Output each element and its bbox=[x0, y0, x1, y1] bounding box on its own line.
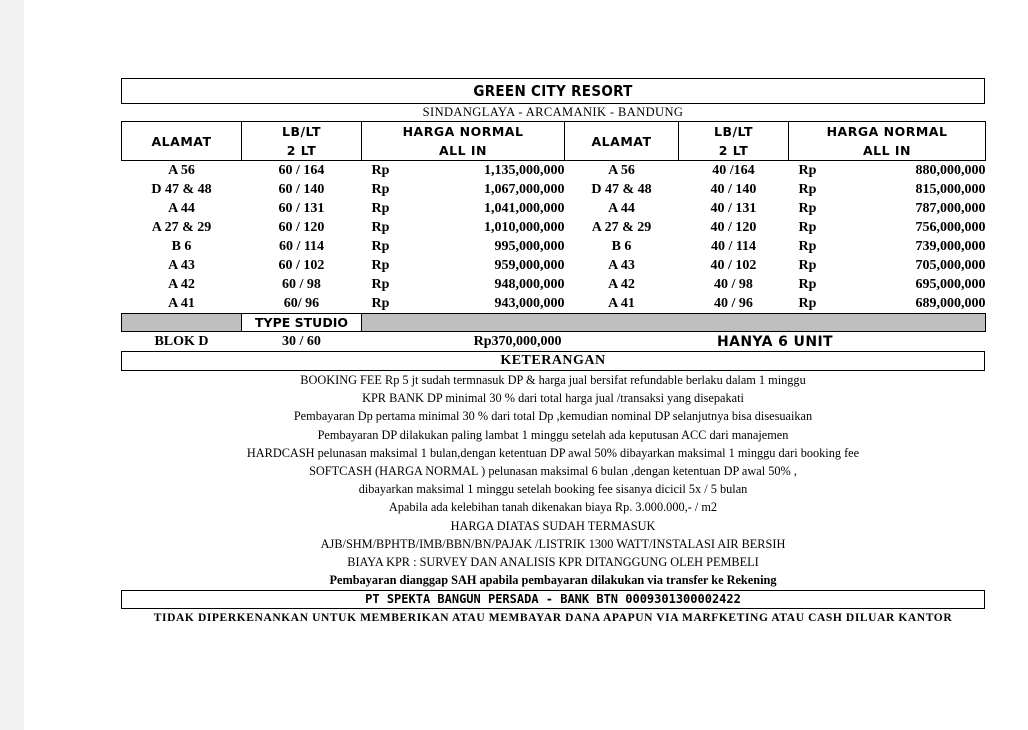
rp-left: Rp bbox=[371, 200, 390, 216]
studio-lblt: 30 / 60 bbox=[282, 333, 321, 349]
table-row bbox=[122, 237, 986, 256]
lblt-right: 40 / 102 bbox=[710, 257, 757, 273]
price-right: 815,000,000 bbox=[915, 181, 986, 197]
note-line: AJB/SHM/BPHTB/IMB/BBN/BN/PAJAK /LISTRIK 1300 WATT/INSTALASI AIR BERSIH bbox=[320, 536, 786, 551]
price-left: 995,000,000 bbox=[494, 238, 565, 254]
price-right: 705,000,000 bbox=[915, 257, 986, 273]
studio-row bbox=[122, 332, 986, 352]
price-left: 1,041,000,000 bbox=[484, 200, 565, 216]
rp-left: Rp bbox=[371, 162, 390, 178]
rp-left: Rp bbox=[371, 181, 390, 197]
lblt-right: 40 / 140 bbox=[710, 181, 757, 197]
rp-left: Rp bbox=[371, 257, 390, 273]
alamat-right: A 43 bbox=[608, 257, 635, 273]
price-right: 756,000,000 bbox=[915, 219, 986, 235]
price-left: 959,000,000 bbox=[494, 257, 565, 273]
rp-right: Rp bbox=[798, 200, 817, 216]
lblt-left: 60 / 114 bbox=[278, 238, 325, 254]
alamat-left: A 27 & 29 bbox=[151, 219, 212, 235]
note-line: SOFTCASH (HARGA NORMAL ) pelunasan maksimal 6 bulan ,dengan ketentuan DP awal 50% , bbox=[309, 463, 797, 478]
price-right: 695,000,000 bbox=[915, 276, 986, 292]
header-lt-right: 2 LT bbox=[679, 141, 789, 161]
alamat-right: A 41 bbox=[608, 295, 635, 311]
rp-right: Rp bbox=[798, 162, 817, 178]
header-lt-left: 2 LT bbox=[242, 141, 362, 161]
price-right: 689,000,000 bbox=[915, 295, 986, 311]
table-row bbox=[122, 161, 986, 181]
alamat-left: A 43 bbox=[168, 257, 195, 273]
note-line: HARGA DIATAS SUDAH TERMASUK bbox=[450, 518, 656, 533]
note-line: dibayarkan maksimal 1 minggu setelah booking fee sisanya dicicil 5x / 5 bulan bbox=[358, 482, 748, 497]
note-line: Pembayaran DP dilakukan paling lambat 1 minggu setelah ada keputusan ACC dari manajemen bbox=[317, 427, 789, 442]
blok-label: BLOK D bbox=[154, 333, 209, 349]
header-alamat-right: ALAMAT bbox=[565, 122, 679, 161]
alamat-left: A 41 bbox=[168, 295, 195, 311]
warning-text: TIDAK DIPERKENANKAN UNTUK MEMBERIKAN ATAU MEMBAYAR DANA APAPUN VIA MARFKETING ATAU CASH DILUAR KANTOR bbox=[153, 612, 953, 625]
studio-price: Rp370,000,000 bbox=[473, 333, 562, 349]
keterangan-title: KETERANGAN bbox=[121, 351, 985, 371]
price-right: 739,000,000 bbox=[915, 238, 986, 254]
table-row bbox=[122, 180, 986, 199]
rp-left: Rp bbox=[371, 295, 390, 311]
document-title: GREEN CITY RESORT bbox=[121, 78, 985, 104]
table-row bbox=[122, 199, 986, 218]
lblt-left: 60 / 120 bbox=[278, 219, 325, 235]
alamat-right: A 56 bbox=[608, 162, 635, 178]
lblt-right: 40 / 114 bbox=[710, 238, 757, 254]
alamat-left: B 6 bbox=[171, 238, 192, 254]
lblt-right: 40 / 96 bbox=[714, 295, 753, 311]
lblt-right: 40 / 120 bbox=[710, 219, 757, 235]
bank-account-line: PT SPEKTA BANGUN PERSADA - BANK BTN 0009301300002422 bbox=[121, 590, 985, 609]
lblt-left: 60 / 131 bbox=[278, 200, 325, 216]
price-table bbox=[121, 121, 986, 351]
lblt-right: 40 / 131 bbox=[710, 200, 757, 216]
type-studio-label: TYPE STUDIO bbox=[242, 314, 362, 332]
document-page bbox=[24, 0, 1028, 730]
header-allin-right: ALL IN bbox=[789, 141, 986, 161]
note-line: BIAYA KPR : SURVEY DAN ANALISIS KPR DITANGGUNG OLEH PEMBELI bbox=[347, 554, 759, 569]
price-left: 1,010,000,000 bbox=[484, 219, 565, 235]
price-left: 943,000,000 bbox=[494, 295, 565, 311]
rp-left: Rp bbox=[371, 276, 390, 292]
price-left: 948,000,000 bbox=[494, 276, 565, 292]
header-harga-right: HARGA NORMAL bbox=[789, 122, 986, 142]
rp-left: Rp bbox=[371, 219, 390, 235]
rp-right: Rp bbox=[798, 219, 817, 235]
alamat-right: A 44 bbox=[608, 200, 635, 216]
alamat-right: A 27 & 29 bbox=[591, 219, 652, 235]
gray-cell bbox=[122, 314, 242, 332]
header-alamat-left: ALAMAT bbox=[122, 122, 242, 161]
alamat-right: B 6 bbox=[611, 238, 632, 254]
note-line: HARDCASH pelunasan maksimal 1 bulan,dengan ketentuan DP awal 50% dibayarkan maksimal 1 minggu dari booking fee bbox=[246, 445, 860, 460]
alamat-left: D 47 & 48 bbox=[151, 181, 212, 197]
note-line: Pembayaran Dp pertama minimal 30 % dari total Dp ,kemudian nominal DP selanjutnya bisa disesuaikan bbox=[293, 409, 813, 424]
lblt-left: 60/ 96 bbox=[283, 295, 320, 311]
lblt-right: 40 /164 bbox=[712, 162, 755, 178]
header-allin-left: ALL IN bbox=[362, 141, 565, 161]
price-right: 880,000,000 bbox=[915, 162, 986, 178]
rp-right: Rp bbox=[798, 276, 817, 292]
price-list bbox=[121, 78, 985, 624]
studio-divider-row bbox=[122, 314, 986, 332]
note-line: BOOKING FEE Rp 5 jt sudah termnasuk DP & harga jual bersifat refundable berlaku dalam 1 minggu bbox=[300, 373, 806, 387]
note-line: KPR BANK DP minimal 30 % dari total harga jual /transaksi yang disepakati bbox=[362, 391, 744, 406]
alamat-left: A 42 bbox=[168, 276, 195, 292]
alamat-left: A 44 bbox=[168, 200, 195, 216]
lblt-left: 60 / 140 bbox=[278, 181, 325, 197]
table-row bbox=[122, 275, 986, 294]
header-lblt-left: LB/LT bbox=[242, 122, 362, 142]
note-line: Apabila ada kelebihan tanah dikenakan biaya Rp. 3.000.000,- / m2 bbox=[388, 500, 718, 515]
header-lblt-right: LB/LT bbox=[679, 122, 789, 142]
notes-list bbox=[121, 371, 985, 589]
lblt-left: 60 / 102 bbox=[278, 257, 325, 273]
rp-left: Rp bbox=[371, 238, 390, 254]
price-left: 1,067,000,000 bbox=[484, 181, 565, 197]
gray-cell bbox=[362, 314, 986, 332]
document-subtitle: SINDANGLAYA - ARCAMANIK - BANDUNG bbox=[422, 105, 684, 119]
rp-right: Rp bbox=[798, 181, 817, 197]
lblt-right: 40 / 98 bbox=[714, 276, 753, 292]
alamat-right: D 47 & 48 bbox=[591, 181, 652, 197]
payment-note: Pembayaran dianggap SAH apabila pembayaran dilakukan via transfer ke Rekening bbox=[329, 573, 777, 588]
header-harga-left: HARGA NORMAL bbox=[362, 122, 565, 142]
table-row bbox=[122, 218, 986, 237]
alamat-left: A 56 bbox=[168, 162, 195, 178]
lblt-left: 60 / 164 bbox=[278, 162, 325, 178]
rp-right: Rp bbox=[798, 295, 817, 311]
price-right: 787,000,000 bbox=[915, 200, 986, 216]
rp-right: Rp bbox=[798, 238, 817, 254]
alamat-right: A 42 bbox=[608, 276, 635, 292]
table-row bbox=[122, 256, 986, 275]
studio-unit-note: HANYA 6 UNIT bbox=[716, 333, 834, 350]
lblt-left: 60 / 98 bbox=[282, 276, 321, 292]
rp-right: Rp bbox=[798, 257, 817, 273]
table-row bbox=[122, 294, 986, 314]
price-left: 1,135,000,000 bbox=[484, 162, 565, 178]
